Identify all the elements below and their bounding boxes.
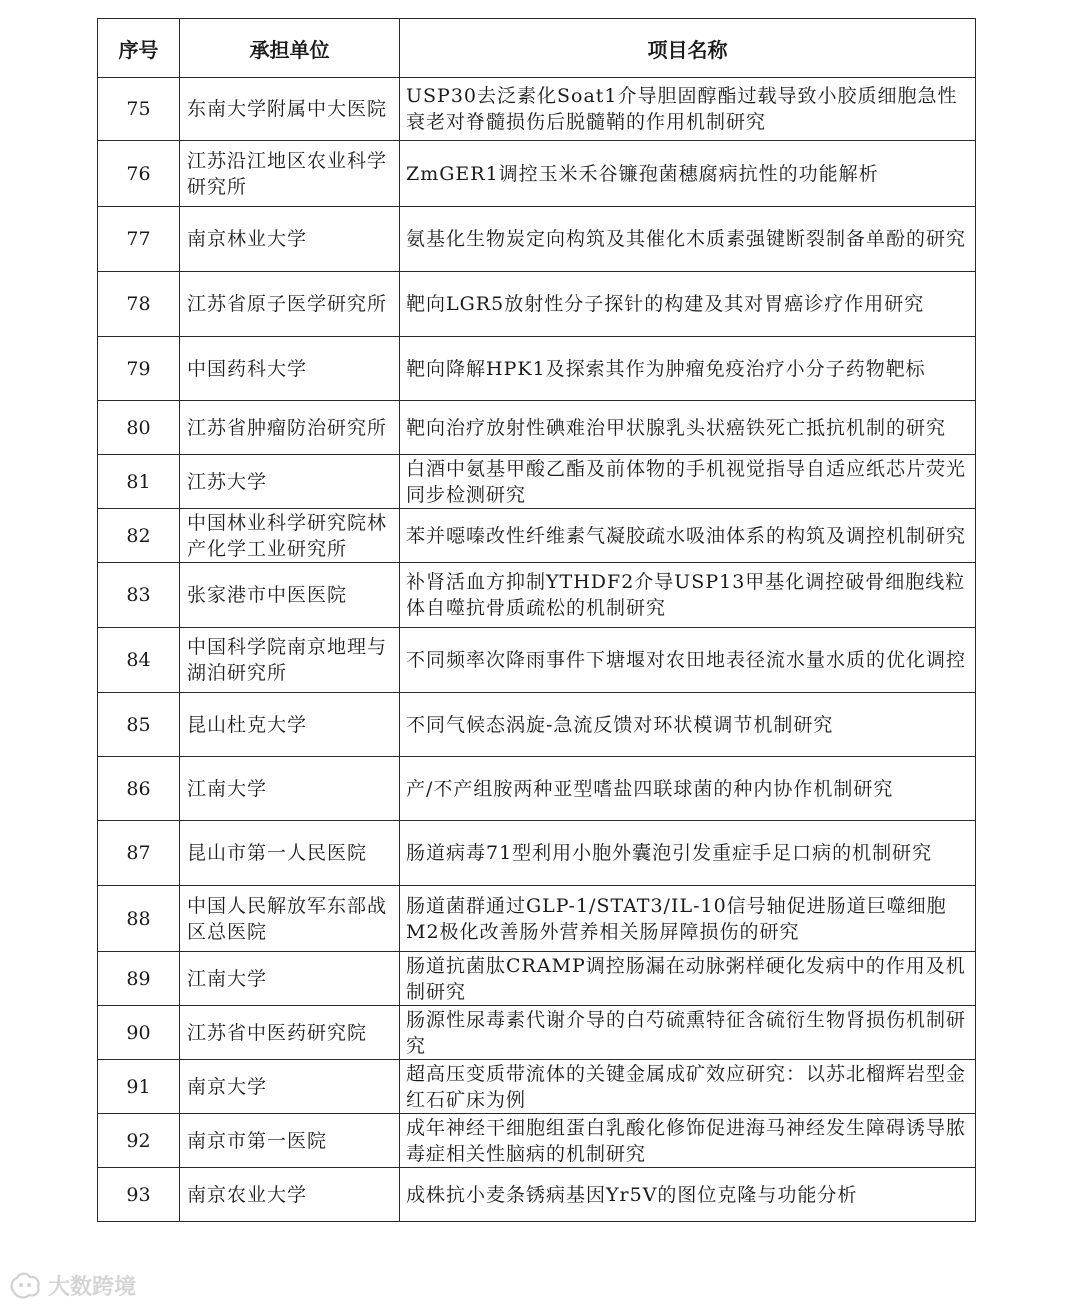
row-project: 靶向LGR5放射性分子探针的构建及其对胃癌诊疗作用研究 [400, 272, 976, 337]
row-unit: 昆山市第一人民医院 [180, 821, 400, 886]
row-seq: 81 [98, 455, 180, 509]
row-unit: 江苏省原子医学研究所 [180, 272, 400, 337]
row-unit: 中国人民解放军东部战区总医院 [180, 886, 400, 952]
table-row [98, 141, 976, 207]
row-project: 成年神经干细胞组蛋白乳酸化修饰促进海马神经发生障碍诱导脓毒症相关性脑病的机制研究 [400, 1114, 976, 1168]
row-seq: 79 [98, 337, 180, 401]
row-unit: 中国林业科学研究院林产化学工业研究所 [180, 509, 400, 563]
row-unit: 东南大学附属中大医院 [180, 78, 400, 141]
row-unit: 江苏省中医药研究院 [180, 1006, 400, 1060]
row-project: 补肾活血方抑制YTHDF2介导USP13甲基化调控破骨细胞线粒体自噬抗骨质疏松的机制研究 [400, 563, 976, 628]
table-row [98, 1060, 976, 1114]
row-project: 靶向降解HPK1及探索其作为肿瘤免疫治疗小分子药物靶标 [400, 337, 976, 401]
table-row [98, 821, 976, 886]
row-project: ZmGER1调控玉米禾谷镰孢菌穗腐病抗性的功能解析 [400, 141, 976, 207]
row-unit: 南京市第一医院 [180, 1114, 400, 1168]
row-seq: 89 [98, 952, 180, 1006]
header-project: 项目名称 [400, 19, 976, 78]
row-project: 超高压变质带流体的关键金属成矿效应研究：以苏北榴辉岩型金红石矿床为例 [400, 1060, 976, 1114]
header-seq: 序号 [98, 19, 180, 78]
row-project: 成株抗小麦条锈病基因Yr5V的图位克隆与功能分析 [400, 1168, 976, 1222]
watermark-text: 大数跨境 [48, 1274, 137, 1300]
row-seq: 87 [98, 821, 180, 886]
table-row [98, 1168, 976, 1222]
row-unit: 中国科学院南京地理与湖泊研究所 [180, 628, 400, 693]
row-unit: 江南大学 [180, 952, 400, 1006]
table-body [98, 78, 976, 1222]
table-row [98, 757, 976, 821]
row-unit: 中国药科大学 [180, 337, 400, 401]
table-row [98, 1006, 976, 1060]
table-row [98, 952, 976, 1006]
row-seq: 83 [98, 563, 180, 628]
row-seq: 85 [98, 693, 180, 757]
row-seq: 80 [98, 401, 180, 455]
row-unit: 张家港市中医医院 [180, 563, 400, 628]
row-seq: 76 [98, 141, 180, 207]
row-seq: 88 [98, 886, 180, 952]
row-project: 靶向治疗放射性碘难治甲状腺乳头状癌铁死亡抵抗机制的研究 [400, 401, 976, 455]
table-row [98, 78, 976, 141]
row-project: 肠道菌群通过GLP-1/STAT3/IL-10信号轴促进肠道巨噬细胞M2极化改善肠外营养相关肠屏障损伤的研究 [400, 886, 976, 952]
table-row [98, 272, 976, 337]
table-row [98, 455, 976, 509]
header-row [98, 19, 976, 78]
row-unit: 昆山杜克大学 [180, 693, 400, 757]
header-unit: 承担单位 [180, 19, 400, 78]
row-seq: 84 [98, 628, 180, 693]
row-seq: 86 [98, 757, 180, 821]
table-row [98, 509, 976, 563]
table-row [98, 207, 976, 272]
project-table [97, 18, 976, 1222]
row-seq: 82 [98, 509, 180, 563]
table-row [98, 693, 976, 757]
row-unit: 南京大学 [180, 1060, 400, 1114]
row-seq: 75 [98, 78, 180, 141]
row-unit: 南京农业大学 [180, 1168, 400, 1222]
row-project: 白酒中氨基甲酸乙酯及前体物的手机视觉指导自适应纸芯片荧光同步检测研究 [400, 455, 976, 509]
row-project: 不同频率次降雨事件下塘堰对农田地表径流水量水质的优化调控 [400, 628, 976, 693]
table-row [98, 886, 976, 952]
row-seq: 92 [98, 1114, 180, 1168]
table-row [98, 628, 976, 693]
row-unit: 江苏沿江地区农业科学研究所 [180, 141, 400, 207]
row-project: 苯并噁嗪改性纤维素气凝胶疏水吸油体系的构筑及调控机制研究 [400, 509, 976, 563]
brand-logo-icon [8, 1270, 42, 1300]
row-project: 不同气候态涡旋-急流反馈对环状模调节机制研究 [400, 693, 976, 757]
row-seq: 91 [98, 1060, 180, 1114]
table-row [98, 337, 976, 401]
row-seq: 77 [98, 207, 180, 272]
row-project: 氨基化生物炭定向构筑及其催化木质素强键断裂制备单酚的研究 [400, 207, 976, 272]
row-unit: 江苏大学 [180, 455, 400, 509]
watermark [8, 1268, 136, 1302]
row-project: 肠源性尿毒素代谢介导的白芍硫熏特征含硫衍生物肾损伤机制研究 [400, 1006, 976, 1060]
row-project: 肠道抗菌肽CRAMP调控肠漏在动脉粥样硬化发病中的作用及机制研究 [400, 952, 976, 1006]
row-seq: 78 [98, 272, 180, 337]
row-unit: 江苏省肿瘤防治研究所 [180, 401, 400, 455]
row-project: 肠道病毒71型利用小胞外囊泡引发重症手足口病的机制研究 [400, 821, 976, 886]
table-row [98, 1114, 976, 1168]
table-row [98, 401, 976, 455]
row-project: USP30去泛素化Soat1介导胆固醇酯过载导致小胶质细胞急性衰老对脊髓损伤后脱髓鞘的作用机制研究 [400, 78, 976, 141]
row-seq: 93 [98, 1168, 180, 1222]
row-project: 产/不产组胺两种亚型嗜盐四联球菌的种内协作机制研究 [400, 757, 976, 821]
row-seq: 90 [98, 1006, 180, 1060]
row-unit: 江南大学 [180, 757, 400, 821]
row-unit: 南京林业大学 [180, 207, 400, 272]
table-row [98, 563, 976, 628]
